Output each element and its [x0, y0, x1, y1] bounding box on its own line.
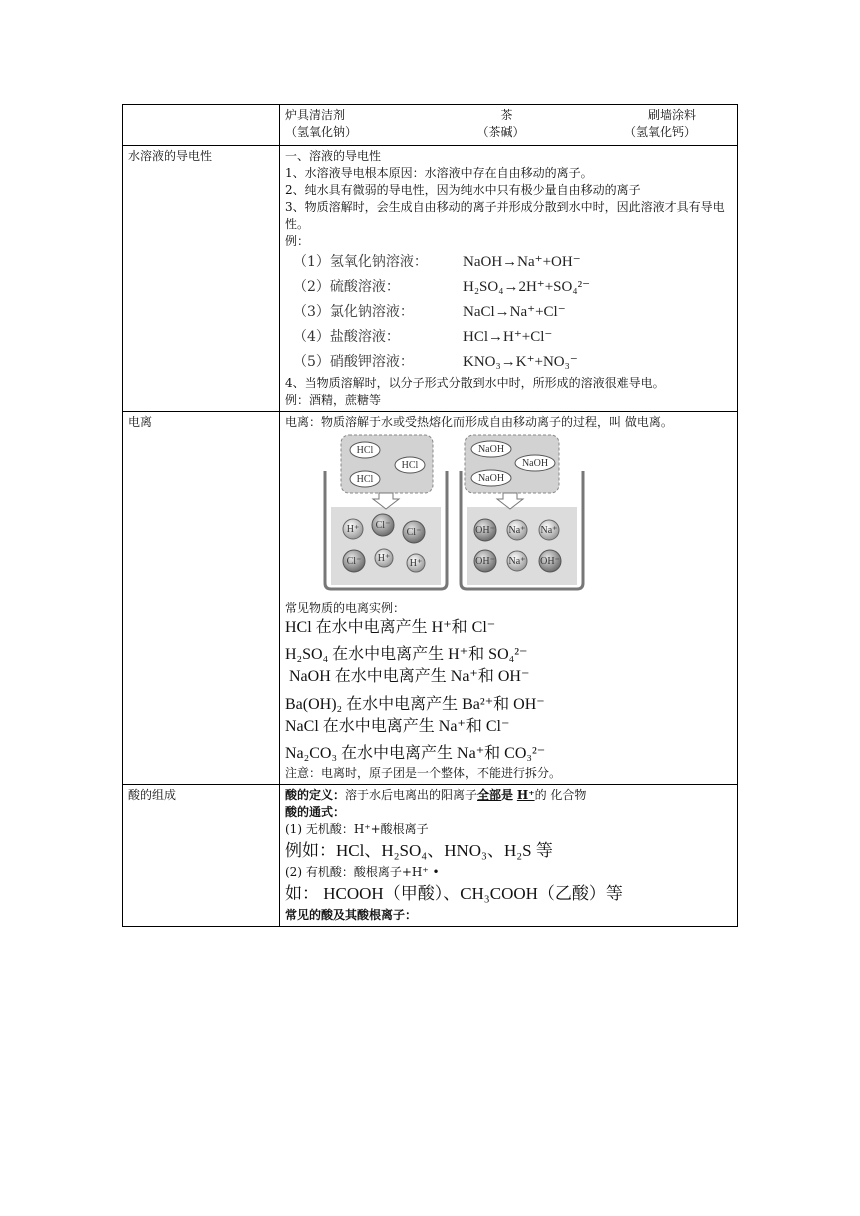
conductivity-row	[123, 146, 738, 412]
equation-3	[285, 300, 732, 325]
equation-2	[285, 275, 732, 300]
product-component: （氢氧化钠）	[285, 125, 358, 139]
inorganic-example: 例如：HCl、H₂SO₄、HNO₃、H₂S 等	[285, 841, 553, 860]
equation-label: （4）盐酸溶液：	[293, 329, 400, 345]
molecule-label: HCl	[401, 460, 419, 471]
product-components	[285, 124, 732, 141]
ion-label: H⁺	[346, 524, 360, 535]
equation-label: （1）氢氧化钠溶液：	[293, 254, 428, 270]
example-label: 例：	[285, 234, 310, 248]
acid-def-all: 全部	[477, 788, 502, 802]
equation-lhs: H₂SO₄	[463, 279, 504, 295]
ion-label: OH⁻	[540, 556, 560, 567]
ionization-example: HCl 在水中电离产生 H⁺和 Cl⁻	[285, 619, 496, 636]
equation-rhs: Na⁺+Cl⁻	[509, 304, 566, 320]
equation-rhs: Na⁺+OH⁻	[517, 254, 581, 270]
ionization-definition: 电离：物质溶解于水或受热熔化而形成自由移动离子的过程，叫 做电离。	[285, 415, 673, 429]
ion-label: Na⁺	[508, 525, 526, 536]
header-row	[123, 105, 738, 146]
arrow-icon: →	[500, 354, 516, 370]
acid-def-text: 溶于水后电离出的阳离子	[345, 788, 478, 802]
inorganic-acid: (1) 无机酸：H⁺+酸根离子	[285, 822, 429, 836]
product-names	[285, 107, 732, 124]
acid-content	[280, 785, 738, 927]
ionization-example: H₂SO₄ 在水中电离产生 H⁺和 SO₄²⁻	[285, 646, 528, 663]
ion-label: Cl⁻	[346, 556, 362, 567]
ion-label: Cl⁻	[406, 527, 422, 538]
acid-def-h: H⁺	[516, 788, 535, 802]
equation-lhs: HCl	[463, 329, 489, 345]
equation-lhs: NaOH	[463, 254, 503, 270]
ionization-example: Ba(OH)₂ 在水中电离产生 Ba²⁺和 OH⁻	[285, 696, 545, 713]
equation-5	[285, 350, 732, 375]
product-name: 刷墙涂料	[647, 108, 696, 122]
equation-rhs: 2H⁺+SO₄²⁻	[518, 279, 590, 295]
ionization-label: 电离	[123, 412, 280, 785]
molecule-label: HCl	[356, 445, 374, 456]
header-empty-cell	[123, 105, 280, 146]
molecule-label: HCl	[356, 474, 374, 485]
ionization-example: NaOH 在水中电离产生 Na⁺和 OH⁻	[285, 668, 530, 685]
arrow-icon: →	[502, 254, 518, 270]
molecule-label: NaOH	[477, 473, 505, 484]
header-products-cell	[280, 105, 738, 146]
acid-label: 酸的组成	[123, 785, 280, 927]
conductivity-label: 水溶液的导电性	[123, 146, 280, 412]
notes-table	[122, 104, 738, 927]
point-4: 4、当物质溶解时，以分子形式分散到水中时，所形成的溶液很难导电。	[285, 376, 665, 390]
ionization-example: Na₂CO₃ 在水中电离产生 Na⁺和 CO₃²⁻	[285, 745, 546, 762]
molecule-label: NaOH	[521, 458, 549, 469]
point-2: 2、纯水具有微弱的导电性，因为纯水中只有极少量自由移动的离子	[285, 183, 641, 197]
organic-example: 如： HCOOH（甲酸）、CH₃COOH（乙酸）等	[285, 884, 623, 903]
molecule-label: NaOH	[477, 444, 505, 455]
product-name: 茶	[500, 108, 513, 122]
point-3: 3、物质溶解时，会生成自由移动的离子并形成分散到水中时，因此溶液才具有导电性。	[285, 200, 725, 231]
equation-1	[285, 250, 732, 275]
ion-label: Cl⁻	[375, 520, 391, 531]
equation-lhs: NaCl	[463, 304, 495, 320]
ionization-diagram	[323, 433, 585, 591]
ionization-row	[123, 412, 738, 785]
arrow-down-icon	[497, 493, 523, 509]
ionization-note: 注意：电离时，原子团是一个整体，不能进行拆分。	[285, 766, 562, 780]
conductivity-content	[280, 146, 738, 412]
equation-label: （2）硫酸溶液：	[293, 279, 400, 295]
example-2: 例：酒精，蔗糖等	[285, 393, 382, 407]
acid-def-is: 是	[501, 788, 514, 802]
acid-def-title: 酸的定义：	[285, 788, 346, 802]
acid-definition	[285, 787, 732, 804]
common-acids-label: 常见的酸及其酸根离子：	[285, 908, 418, 922]
equation-label: （3）氯化钠溶液：	[293, 304, 414, 320]
ionization-figure	[323, 433, 732, 596]
section-heading: 一、溶液的导电性	[285, 149, 382, 163]
ion-label: Na⁺	[508, 556, 526, 567]
equation-lhs: KNO₃	[463, 354, 501, 370]
arrow-icon: →	[494, 304, 510, 320]
equation-4	[285, 325, 732, 350]
equation-rhs: K⁺+NO₃⁻	[515, 354, 578, 370]
ionization-content	[280, 412, 738, 785]
arrow-icon: →	[488, 329, 504, 345]
examples-label: 常见物质的电离实例：	[285, 601, 406, 615]
ion-label: OH⁻	[475, 556, 495, 567]
product-component: （茶碱）	[476, 125, 525, 139]
acid-formula-title: 酸的通式：	[285, 805, 346, 819]
point-1: 1、水溶液导电根本原因：水溶液中存在自由移动的离子。	[285, 166, 593, 180]
ionization-example: NaCl 在水中电离产生 Na⁺和 Cl⁻	[285, 718, 510, 735]
organic-acid: (2) 有机酸：酸根离子+H⁺ •	[285, 865, 440, 879]
product-name: 炉具清洁剂	[285, 108, 346, 122]
ion-label: OH⁻	[475, 525, 495, 536]
ion-label: Na⁺	[540, 525, 558, 536]
arrow-down-icon	[373, 493, 399, 509]
equation-label: （5）硝酸钾溶液：	[293, 354, 414, 370]
product-component: （氢氧化钙）	[623, 125, 696, 139]
acid-row	[123, 785, 738, 927]
ion-label: H⁺	[377, 553, 391, 564]
acid-def-post: 的 化合物	[534, 788, 587, 802]
arrow-icon: →	[503, 279, 519, 295]
equation-rhs: H⁺+Cl⁻	[503, 329, 553, 345]
ion-label: H⁺	[409, 558, 423, 569]
